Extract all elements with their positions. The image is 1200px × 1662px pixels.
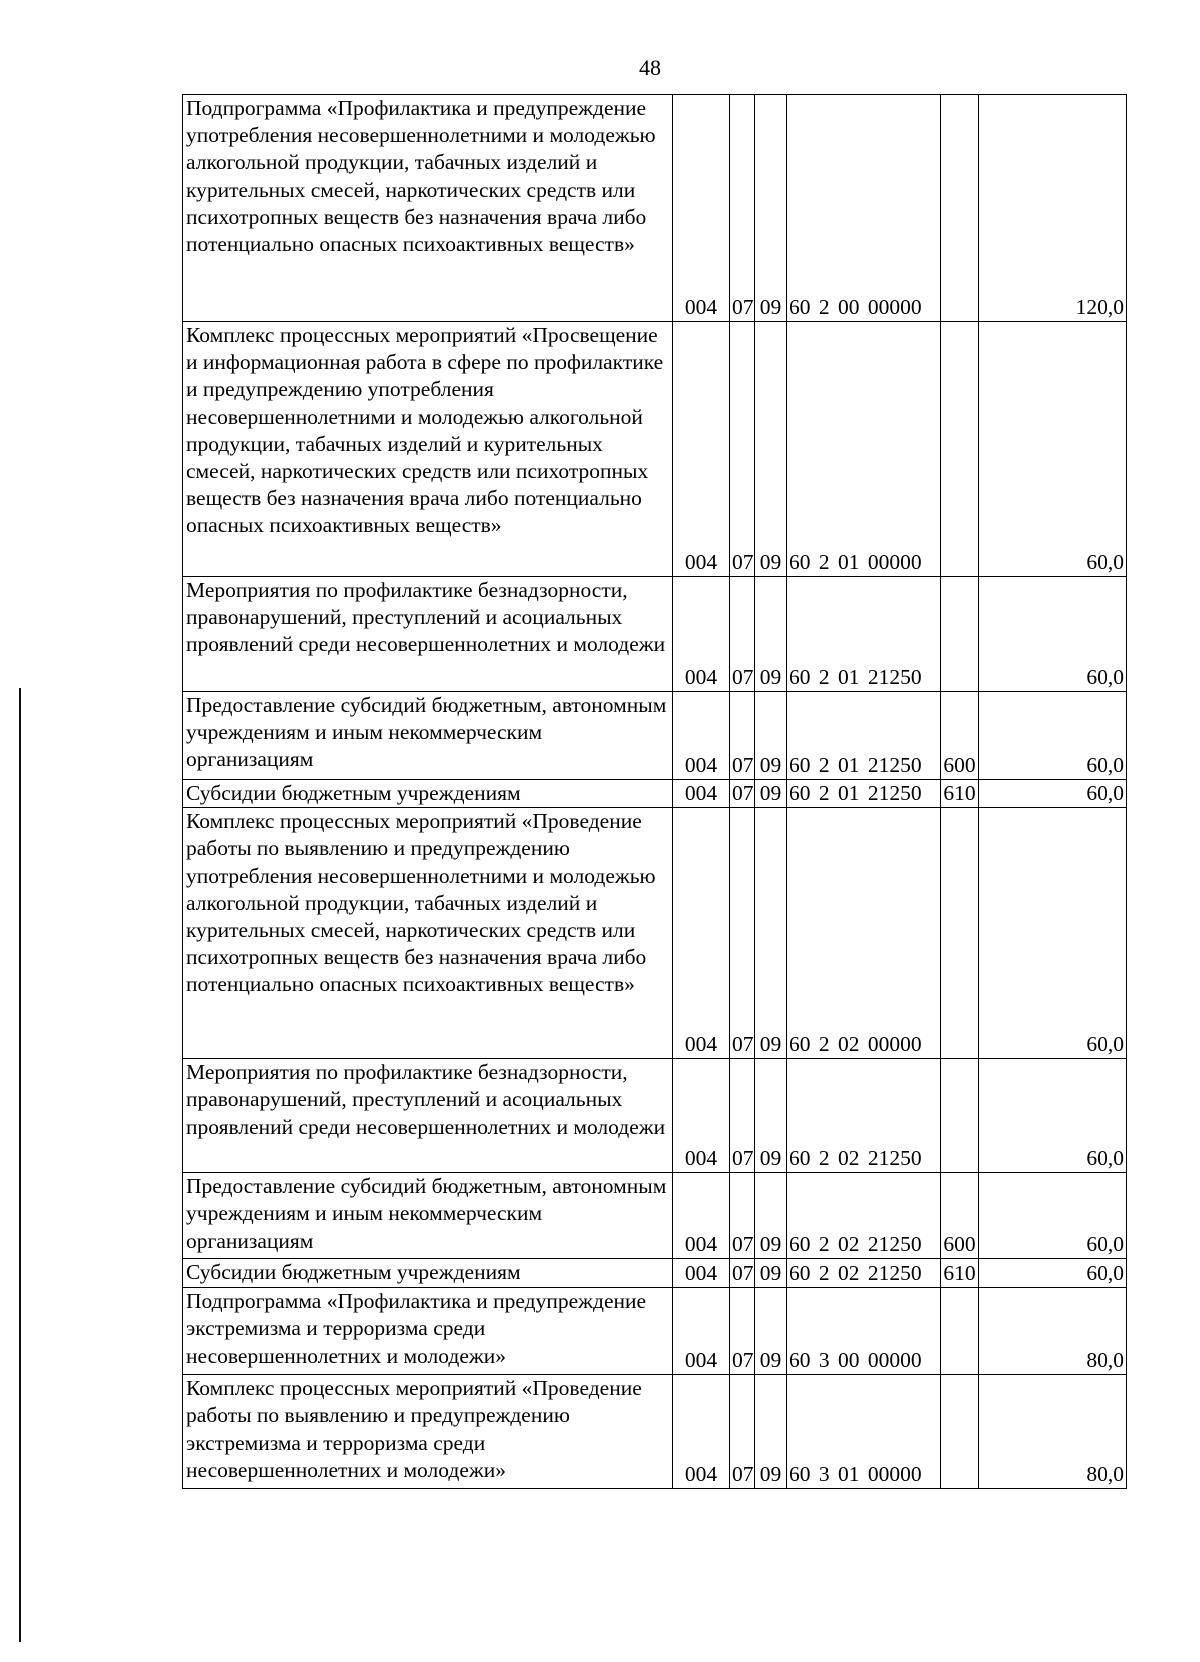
row-target-article: 60 2 02 21250 [787,1259,941,1288]
row-amount: 80,0 [979,1288,1127,1375]
row-expense-type [941,1375,979,1489]
row-name: Комплекс процессных мероприятий «Просвещение и информационная работа в сфере по профилактике и предупреждению употребления несовершеннолетними и молодежью алкогольной продукции, табачных изделий и курительных смесей, наркотических средств или психотропных веществ без назначения врача либо потенциально опасных психоактивных веществ» [183,322,673,577]
row-target-article: 60 2 01 00000 [787,322,941,577]
row-target-article: 60 2 01 21250 [787,780,941,808]
row-admin-code: 004 [673,95,730,322]
row-subsection-code: 09 [755,577,787,692]
row-subsection-code: 09 [755,808,787,1059]
table-row [183,1173,1127,1259]
row-admin-code: 004 [673,1059,730,1173]
row-subsection-code: 09 [755,95,787,322]
row-admin-code: 004 [673,1375,730,1489]
table-row [183,780,1127,808]
row-admin-code: 004 [673,577,730,692]
row-amount: 60,0 [979,1259,1127,1288]
table-row [183,577,1127,692]
row-section-code: 07 [730,692,755,780]
row-expense-type: 610 [941,780,979,808]
row-expense-type [941,322,979,577]
row-name: Предоставление субсидий бюджетным, автономным учреждениям и иным некоммерческим организациям [183,692,673,780]
row-expense-type [941,808,979,1059]
row-amount: 80,0 [979,1375,1127,1489]
row-name: Мероприятия по профилактике безнадзорности, правонарушений, преступлений и асоциальных проявлений среди несовершеннолетних и молодежи [183,1059,673,1173]
row-subsection-code: 09 [755,1173,787,1259]
row-subsection-code: 09 [755,1259,787,1288]
table-row [183,1288,1127,1375]
table-row [183,808,1127,1059]
table-row [183,1059,1127,1173]
row-section-code: 07 [730,808,755,1059]
row-name: Предоставление субсидий бюджетным, автономным учреждениям и иным некоммерческим организациям [183,1173,673,1259]
budget-table [182,94,1127,1489]
row-section-code: 07 [730,577,755,692]
row-target-article: 60 2 00 00000 [787,95,941,322]
row-target-article: 60 3 00 00000 [787,1288,941,1375]
row-target-article: 60 2 02 00000 [787,808,941,1059]
page-number: 48 [639,55,661,80]
row-target-article: 60 2 02 21250 [787,1059,941,1173]
row-subsection-code: 09 [755,1375,787,1489]
row-target-article: 60 2 02 21250 [787,1173,941,1259]
row-name: Комплекс процессных мероприятий «Проведение работы по выявлению и предупреждению экстремизма и терроризма среди несовершеннолетних и молодежи» [183,1375,673,1489]
row-admin-code: 004 [673,322,730,577]
row-expense-type: 600 [941,692,979,780]
row-section-code: 07 [730,1059,755,1173]
row-expense-type [941,1059,979,1173]
row-subsection-code: 09 [755,692,787,780]
row-name: Подпрограмма «Профилактика и предупреждение экстремизма и терроризма среди несовершеннолетних и молодежи» [183,1288,673,1375]
row-section-code: 07 [730,322,755,577]
row-expense-type: 610 [941,1259,979,1288]
row-admin-code: 004 [673,1288,730,1375]
row-amount: 60,0 [979,1059,1127,1173]
row-section-code: 07 [730,780,755,808]
row-target-article: 60 2 01 21250 [787,577,941,692]
row-target-article: 60 3 01 00000 [787,1375,941,1489]
row-admin-code: 004 [673,808,730,1059]
row-expense-type [941,1288,979,1375]
table-row [183,95,1127,322]
row-amount: 120,0 [979,95,1127,322]
row-name: Субсидии бюджетным учреждениям [183,1259,673,1288]
row-section-code: 07 [730,1173,755,1259]
row-expense-type: 600 [941,1173,979,1259]
row-section-code: 07 [730,1259,755,1288]
row-name: Субсидии бюджетным учреждениям [183,780,673,808]
row-subsection-code: 09 [755,1059,787,1173]
row-amount: 60,0 [979,780,1127,808]
row-section-code: 07 [730,1288,755,1375]
row-admin-code: 004 [673,780,730,808]
row-amount: 60,0 [979,808,1127,1059]
row-subsection-code: 09 [755,1288,787,1375]
binding-edge-line [19,688,21,1642]
table-row [183,1375,1127,1489]
table-row [183,322,1127,577]
row-admin-code: 004 [673,1173,730,1259]
row-amount: 60,0 [979,1173,1127,1259]
row-name: Комплекс процессных мероприятий «Проведение работы по выявлению и предупреждению употребления несовершеннолетними и молодежью алкогольной продукции, табачных изделий и курительных смесей, наркотических средств или психотропных веществ без назначения врача либо потенциально опасных психоактивных веществ» [183,808,673,1059]
row-subsection-code: 09 [755,322,787,577]
table-row [183,1259,1127,1288]
row-amount: 60,0 [979,577,1127,692]
row-section-code: 07 [730,95,755,322]
row-section-code: 07 [730,1375,755,1489]
row-admin-code: 004 [673,1259,730,1288]
row-amount: 60,0 [979,692,1127,780]
row-amount: 60,0 [979,322,1127,577]
row-admin-code: 004 [673,692,730,780]
row-expense-type [941,95,979,322]
row-name: Мероприятия по профилактике безнадзорности, правонарушений, преступлений и асоциальных проявлений среди несовершеннолетних и молодежи [183,577,673,692]
table-row [183,692,1127,780]
row-target-article: 60 2 01 21250 [787,692,941,780]
row-expense-type [941,577,979,692]
row-name: Подпрограмма «Профилактика и предупреждение употребления несовершеннолетними и молодежью алкогольной продукции, табачных изделий и курительных смесей, наркотических средств или психотропных веществ без назначения врача либо потенциально опасных психоактивных веществ» [183,95,673,322]
row-subsection-code: 09 [755,780,787,808]
